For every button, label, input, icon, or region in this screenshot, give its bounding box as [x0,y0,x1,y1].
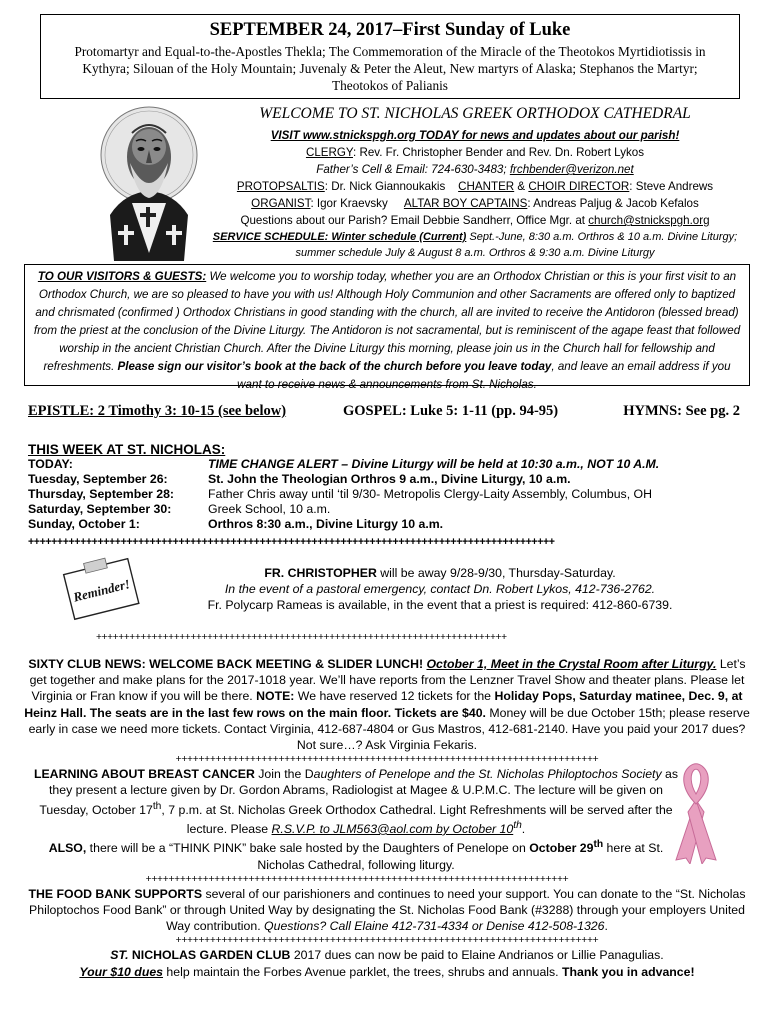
oct-29-date: October 29 [529,841,594,856]
separator-line: +++++++++++++++++++++++++++++++++++++++++++++++++++++++++++++++++++++++++++++++++++++++++++ [28,536,555,548]
sixty-club-meet: October 1, Meet in the Crystal Room after Liturgy. [426,657,717,671]
sixty-club-heading: SIXTY CLUB NEWS: WELCOME BACK MEETING & SLIDER LUNCH! [28,657,427,671]
schedule-day: Tuesday, September 26: [28,472,168,486]
office-email-link[interactable]: church@stnickspgh.org [588,214,710,227]
garden-club-thanks: Thank you in advance! [562,964,695,979]
garden-club-heading: NICHOLAS GARDEN CLUB [128,948,291,963]
schedule-event: St. John the Theologian Orthros 9 a.m., Divine Liturgy, 10 a.m. [208,472,571,486]
website-visit-line: VISIT www.stnickspgh.org TODAY for news and updates about our parish! [270,129,680,142]
protopsaltis-name: : Dr. Nick Giannoukakis [324,180,446,193]
staff-line-1 [200,178,750,195]
schedule-event: Orthros 8:30 a.m., Divine Liturgy 10 a.m. [208,517,444,531]
separator-line: ++++++++++++++++++++++++++++++++++++++++++++++++++++++++++++++++++++++++++ [96,632,507,643]
sixty-club-text: Let’s get together and make plans for the 2017-1018 year. We’ll have reports from the Lenzner Travel Show and theater plans. Please let Virginia or Fran know if you will be there. [29,657,746,704]
saint-nicholas-icon [96,103,202,261]
welcome-block [200,104,750,261]
gospel-reading: GOSPEL: Luke 5: 1-11 (pp. 94-95) [343,403,559,419]
bc-sup-3: th [593,839,604,851]
food-bank-news [24,886,750,935]
bc-text: Join the D [254,767,314,782]
schedule-event: TIME CHANGE ALERT – Divine Liturgy will be held at 10:30 a.m., NOT 10 A.M. [208,457,660,471]
note-label: NOTE: [256,689,295,704]
schedule-row [28,472,740,487]
bc-text-2: as they present a lecture given by Dr. Gordon Abrams, Radiologist at Magee & U.P.M.C. The lecture will be given on Tuesday, October 17 [39,767,679,817]
schedule-summer: summer schedule July & August 8 a.m. Orthros & 9:30 a.m. Divine Liturgy [295,247,655,259]
bc-text-3: , 7 p.m. at St. Nicholas Greek Orthodox Cathedral. Light Refreshments will be served after the lecture. Please [161,802,673,837]
schedule-line [200,229,750,245]
breast-cancer-heading: LEARNING ABOUT BREAST CANCER [33,767,255,782]
protopsaltis-label: PROTOPSALTIS [236,180,325,193]
schedule-row [28,517,740,532]
garden-club-text-2: help maintain the Forbes Avenue parklet, the trees, shrubs and annuals. [163,964,563,979]
fr-name: FR. CHRISTOPHER [264,566,377,580]
daughters-text: aughters of Penelope and the St. Nicholas Philoptochos Society [313,767,662,782]
schedule-label: SERVICE SCHEDULE: Winter schedule (Current) [212,231,467,243]
fr-away-text: will be away 9/28-9/30, Thursday-Saturday. [376,566,616,580]
separator-line: ++++++++++++++++++++++++++++++++++++++++++++++++++++++++++++++++++++++++++ [175,754,599,766]
schedule-row [28,502,740,517]
schedule-row [28,457,740,472]
schedule-day: Saturday, September 30: [28,502,172,516]
food-bank-questions: Questions? Call Elaine 412-731-4334 or Denise 412-508-1326 [264,919,605,934]
father-cell-line [200,161,750,178]
bulletins [24,656,750,980]
schedule-day: Sunday, October 1: [28,517,140,531]
schedule-winter: Sept.-June, 8:30 a.m. Orthros & 10 a.m. Divine Liturgy; [466,231,738,243]
clergy-line [200,144,750,161]
altar-boy-names: : Andreas Paljug & Jacob Kefalos [527,197,699,210]
food-bank-text: several of our parishioners and continues to need your support. You can donate to the “St. Nicholas Philoptochos Food Bank” or through United Way by designating the St. Nicholas Food Bank (#3288) through your employers United Way contribution. [29,886,746,934]
chanter-label: CHANTER [458,180,515,193]
food-bank-heading: THE FOOD BANK SUPPORTS [28,886,203,901]
clergy-names: : Rev. Fr. Christopher Bender and Rev. Dn. Robert Lykos [353,146,645,159]
schedule-row [28,487,740,502]
questions-line [200,212,750,229]
altar-boy-label: ALTAR BOY CAPTAINS [403,197,528,210]
pink-ribbon-icon [668,760,724,864]
separator-line: ++++++++++++++++++++++++++++++++++++++++++++++++++++++++++++++++++++++++++ [175,935,599,947]
separator-line: ++++++++++++++++++++++++++++++++++++++++++++++++++++++++++++++++++++++++++ [145,873,569,885]
bc-text-4: . [521,822,526,837]
father-email-link[interactable]: frchbender@verizon.net [509,163,634,176]
epistle-reading: EPISTLE: 2 Timothy 3: 10-15 (see below) [28,403,287,419]
commemorations: Protomartyr and Equal-to-the-Apostles Thekla; The Commemoration of the Miracle of the Theotokos Myrtidiotissis in Kythyra; Silouan of the Holy Mountain; Juvenaly & Peter the Aleut, New martyrs of Alaska; Stephanos the Martyr; Theotokos of Palianis [74,44,706,93]
hymns-reference: HYMNS: See pg. 2 [623,403,740,419]
fr-notice-line-2: In the event of a pastoral emergency, contact Dn. Robert Lykos, 412-736-2762. [224,581,656,596]
bc-text-6: here at St. Nicholas Cathedral, following liturgy. [257,841,664,872]
staff-line-2 [200,195,750,212]
welcome-title: WELCOME TO ST. NICHOLAS GREEK ORTHODOX CATHEDRAL [259,105,691,122]
fr-christopher-notice [150,566,730,613]
food-bank-end: . [604,919,608,934]
bc-sup: th [152,800,162,812]
questions-text: Questions about our Parish? Email Debbie Sandherr, Office Mgr. at [240,214,589,227]
garden-club-st: ST. [110,948,129,963]
visitors-text-end: , and leave an email address if you want to receive news & announcements from St. Nicholas. [237,360,731,391]
reminder-stamp-text: Reminder! [71,576,132,605]
sixty-club-text-2: We have reserved 12 tickets for the [294,689,495,704]
garden-club-text: 2017 dues can now be paid to Elaine Andrianos or Lillie Panagulias. [290,948,664,963]
schedule-day: TODAY: [28,457,73,471]
also-label: ALSO, [48,841,87,856]
visitors-label: TO OUR VISITORS & GUESTS: [37,270,207,283]
schedule-event: Father Chris away until ‘til 9/30- Metropolis Clergy-Laity Assembly, Columbus, OH [208,487,652,501]
breast-cancer-news [24,766,750,873]
sixty-club-news [24,656,750,753]
header-box [40,14,740,99]
bc-sup-2: th [513,819,522,831]
this-week-title: THIS WEEK AT ST. NICHOLAS: [28,442,226,457]
page-title: SEPTEMBER 24, 2017–First Sunday of Luke [209,20,571,40]
reminder-note-icon [60,554,142,622]
garden-club-news [24,947,750,979]
clergy-label: CLERGY [305,146,353,159]
fr-notice-line-1 [150,566,730,582]
guestbook-text: Please sign our visitor’s book at the back of the church before you leave today [117,360,552,373]
this-week-section [28,442,740,532]
fr-notice-line-3: Fr. Polycarp Rameas is available, in the event that a priest is required: 412-860-6739. [207,597,673,612]
amp: & [514,180,529,193]
bc-text-5: there will be a “THINK PINK” bake sale hosted by the Daughters of Penelope on [86,841,530,856]
choir-director-label: CHOIR DIRECTOR [528,180,630,193]
sixty-club-text-3: Money will be due October 15th; please reserve early in case we need more tickets. Contact Virginia, 412-687-4804 or Gus Mastros, 412-681-2140. Have you paid your 2017 dues? Not sure…? Ask Virginia Fekaris. [28,705,750,753]
visitors-box [24,264,750,391]
schedule-day: Thursday, September 28: [28,487,175,501]
rsvp-email-link[interactable]: R.S.V.P. to JLM563@aol.com by October 10 [271,822,514,837]
chanter-name: : Steve Andrews [629,180,714,193]
organist-label: ORGANIST [251,197,311,210]
visitors-text: We welcome you to worship today, whether you are an Orthodox Christian or this is your first visit to an Orthodox Church, we are so pleased to have you with us! Although Holy Communion and other Sacraments are offered only to baptized and chrismated (confirmed ) Orthodox Christians in good standing with the church, all are invited to receive the Antidoron (blessed bread) from the priest at the conclusion of the Divine Liturgy. The Antidoron is not sacramental, but is reminiscent of the agape feast that followed worship in the ancient Christian Church. After the Divine Liturgy this morning, please join us in the Church hall for fellowship and refreshments. [33,270,741,373]
garden-club-dues: Your $10 dues [79,964,164,979]
schedule-event: Greek School, 10 a.m. [208,502,331,516]
holiday-pops: Holiday Pops, Saturday matinee, Dec. 9, at Heinz Hall. The seats are in the last few rows on the main floor. Tickets are $40. [24,689,743,720]
organist-name: : Igor Kraevsky [310,197,388,210]
cell-text: Father’s Cell & Email: 724-630-3483; [316,163,510,176]
